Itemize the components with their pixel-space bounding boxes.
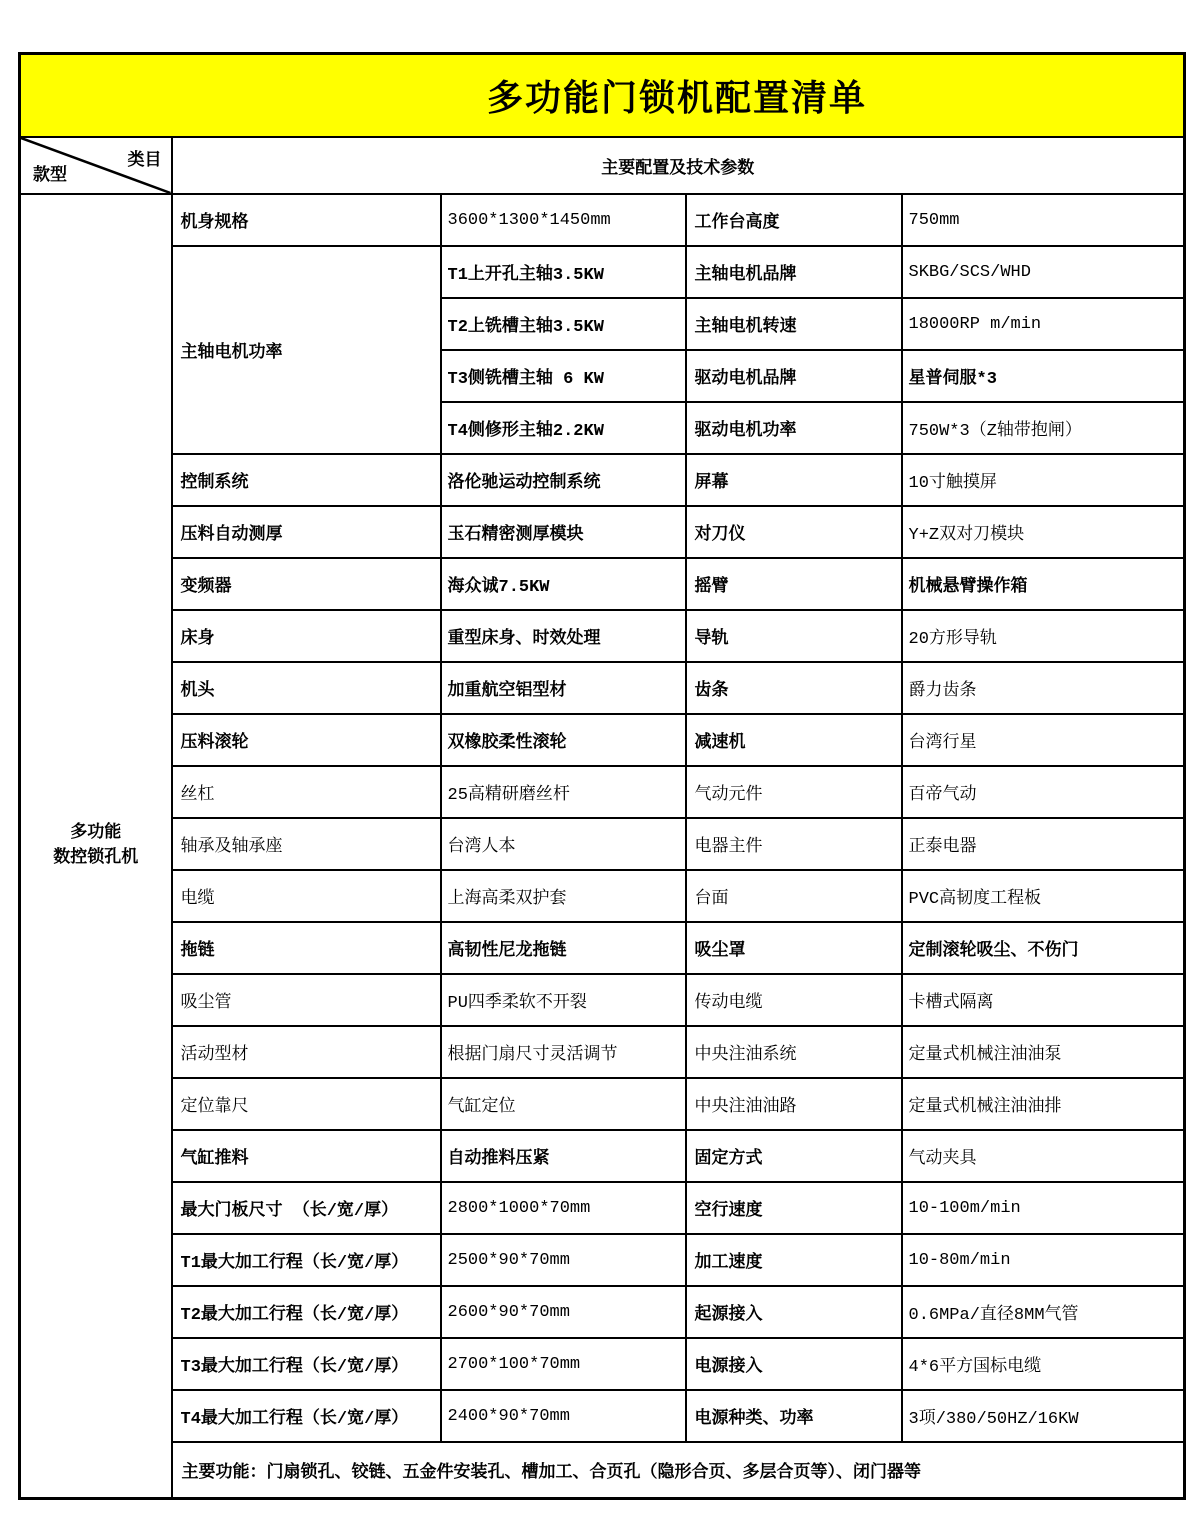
- spec-label-cell: 空行速度: [686, 1182, 902, 1234]
- banner-row: [20, 54, 1185, 138]
- spec-label-cell: 中央注油系统: [686, 1026, 902, 1078]
- machine-name-cell: 多功能 数控锁孔机: [20, 194, 172, 1499]
- spec-value-cell: 百帝气动: [902, 766, 1185, 818]
- spec-value-cell: 上海高柔双护套: [441, 870, 686, 922]
- spec-value-cell: 2800*1000*70mm: [441, 1182, 686, 1234]
- spec-label-cell: 轴承及轴承座: [172, 818, 441, 870]
- table-row: [20, 662, 1185, 714]
- spec-value-cell: 3项/380/50HZ/16KW: [902, 1390, 1185, 1442]
- spec-value-cell: 玉石精密测厚模块: [441, 506, 686, 558]
- spec-value-cell: 0.6MPa/直径8MM气管: [902, 1286, 1185, 1338]
- table-row: [20, 1390, 1185, 1442]
- spec-label-cell: 固定方式: [686, 1130, 902, 1182]
- table-row: [20, 558, 1185, 610]
- spec-value-cell: 高韧性尼龙拖链: [441, 922, 686, 974]
- spec-value-cell: PVC高韧度工程板: [902, 870, 1185, 922]
- spec-value-cell: 10-100m/min: [902, 1182, 1185, 1234]
- spec-value-cell: 750W*3（Z轴带抱闸）: [902, 402, 1185, 454]
- spec-label-cell: 齿条: [686, 662, 902, 714]
- spec-label-cell: 台面: [686, 870, 902, 922]
- corner-header-cell: [20, 137, 172, 194]
- spec-label-cell: 变频器: [172, 558, 441, 610]
- spec-label-cell: 机头: [172, 662, 441, 714]
- table-row: [20, 1234, 1185, 1286]
- spec-label-cell: T2最大加工行程（长/宽/厚）: [172, 1286, 441, 1338]
- spec-value-cell: 洛伦驰运动控制系统: [441, 454, 686, 506]
- spec-label-cell: 压料自动测厚: [172, 506, 441, 558]
- spec-label-cell: 活动型材: [172, 1026, 441, 1078]
- spec-value-cell: 3600*1300*1450mm: [441, 194, 686, 246]
- spec-value-cell: PU四季柔软不开裂: [441, 974, 686, 1026]
- table-row: [20, 1078, 1185, 1130]
- table-row: [20, 610, 1185, 662]
- spec-value-cell: 25高精研磨丝杆: [441, 766, 686, 818]
- spec-value-cell: 加重航空铝型材: [441, 662, 686, 714]
- spec-value-cell: 2400*90*70mm: [441, 1390, 686, 1442]
- spec-value-cell: 自动推料压紧: [441, 1130, 686, 1182]
- spec-value-cell: 重型床身、时效处理: [441, 610, 686, 662]
- spec-value-cell: 18000RP m/min: [902, 298, 1185, 350]
- spec-value-cell: 双橡胶柔性滚轮: [441, 714, 686, 766]
- spec-label-cell: 屏幕: [686, 454, 902, 506]
- spec-label-cell: 中央注油油路: [686, 1078, 902, 1130]
- table-row: [20, 506, 1185, 558]
- spec-value-cell: T1上开孔主轴3.5KW: [441, 246, 686, 298]
- spec-value-cell: 气动夹具: [902, 1130, 1185, 1182]
- spec-table-body: [20, 194, 1185, 1499]
- spec-label-cell: 驱动电机品牌: [686, 350, 902, 402]
- spec-label-cell: 吸尘管: [172, 974, 441, 1026]
- spec-label-cell: 机身规格: [172, 194, 441, 246]
- spec-value-cell: 星普伺服*3: [902, 350, 1185, 402]
- corner-label-category: 类目: [127, 152, 162, 171]
- table-row: [20, 194, 1185, 246]
- spec-label-cell: 气缸推料: [172, 1130, 441, 1182]
- spec-value-cell: 气缸定位: [441, 1078, 686, 1130]
- table-row: [20, 870, 1185, 922]
- spec-value-cell: 定量式机械注油油排: [902, 1078, 1185, 1130]
- spec-value-cell: 爵力齿条: [902, 662, 1185, 714]
- spec-label-cell: 电源接入: [686, 1338, 902, 1390]
- spec-value-cell: 定制滚轮吸尘、不伤门: [902, 922, 1185, 974]
- table-row: [20, 1130, 1185, 1182]
- spec-label-cell: 摇臂: [686, 558, 902, 610]
- spec-value-cell: 根据门扇尺寸灵活调节: [441, 1026, 686, 1078]
- table-row: [20, 974, 1185, 1026]
- table-row: [20, 454, 1185, 506]
- spec-value-cell: 正泰电器: [902, 818, 1185, 870]
- corner-label-model: 款型: [33, 167, 67, 186]
- footer-row: [20, 1442, 1185, 1499]
- table-row: [20, 766, 1185, 818]
- spec-value-cell: SKBG/SCS/WHD: [902, 246, 1185, 298]
- spec-value-cell: T4侧修形主轴2.2KW: [441, 402, 686, 454]
- spec-value-cell: 10寸触摸屏: [902, 454, 1185, 506]
- spec-value-cell: 750mm: [902, 194, 1185, 246]
- spec-label-cell: 主轴电机品牌: [686, 246, 902, 298]
- spec-label-cell: 电缆: [172, 870, 441, 922]
- spec-label-cell: 主轴电机转速: [686, 298, 902, 350]
- spec-sheet: [18, 52, 1186, 1500]
- spec-label-cell: T4最大加工行程（长/宽/厚）: [172, 1390, 441, 1442]
- spec-label-cell: 床身: [172, 610, 441, 662]
- table-row: [20, 246, 1185, 298]
- title-banner: [20, 54, 1185, 138]
- spec-label-cell: 减速机: [686, 714, 902, 766]
- spec-value-cell: 海众诚7.5KW: [441, 558, 686, 610]
- spec-label-cell: 对刀仪: [686, 506, 902, 558]
- spec-group-cell: 主轴电机功率: [172, 246, 441, 454]
- spec-value-cell: 2700*100*70mm: [441, 1338, 686, 1390]
- spec-label-cell: T3最大加工行程（长/宽/厚）: [172, 1338, 441, 1390]
- header-row: [20, 137, 1185, 194]
- table-row: [20, 922, 1185, 974]
- table-row: [20, 1182, 1185, 1234]
- spec-label-cell: 吸尘罩: [686, 922, 902, 974]
- spec-label-cell: 起源接入: [686, 1286, 902, 1338]
- spec-label-cell: 导轨: [686, 610, 902, 662]
- spec-value-cell: 20方形导轨: [902, 610, 1185, 662]
- spec-label-cell: 工作台高度: [686, 194, 902, 246]
- spec-value-cell: 2500*90*70mm: [441, 1234, 686, 1286]
- spec-label-cell: 电源种类、功率: [686, 1390, 902, 1442]
- table-row: [20, 818, 1185, 870]
- table-row: [20, 1026, 1185, 1078]
- spec-label-cell: 气动元件: [686, 766, 902, 818]
- spec-label-cell: 最大门板尺寸 （长/宽/厚）: [172, 1182, 441, 1234]
- spec-value-cell: 卡槽式隔离: [902, 974, 1185, 1026]
- spec-value-cell: 台湾行星: [902, 714, 1185, 766]
- main-functions-cell: 主要功能：门扇锁孔、铰链、五金件安装孔、槽加工、合页孔（隐形合页、多层合页等）、闭门器等: [172, 1442, 1185, 1499]
- spec-value-cell: 2600*90*70mm: [441, 1286, 686, 1338]
- table-row: [20, 1338, 1185, 1390]
- table-row: [20, 1286, 1185, 1338]
- spec-value-cell: 10-80m/min: [902, 1234, 1185, 1286]
- spec-value-cell: T2上铣槽主轴3.5KW: [441, 298, 686, 350]
- table-row: [20, 714, 1185, 766]
- spec-table: [18, 52, 1186, 1500]
- spec-label-cell: 控制系统: [172, 454, 441, 506]
- spec-value-cell: 定量式机械注油油泵: [902, 1026, 1185, 1078]
- spec-label-cell: 定位靠尺: [172, 1078, 441, 1130]
- spec-label-cell: 压料滚轮: [172, 714, 441, 766]
- spec-label-cell: 丝杠: [172, 766, 441, 818]
- spec-value-cell: 机械悬臂操作箱: [902, 558, 1185, 610]
- spec-value-cell: Y+Z双对刀模块: [902, 506, 1185, 558]
- main-header: 主要配置及技术参数: [172, 137, 1185, 194]
- page-title: 多功能门锁机配置清单: [487, 77, 868, 118]
- spec-label-cell: 传动电缆: [686, 974, 902, 1026]
- spec-label-cell: 驱动电机功率: [686, 402, 902, 454]
- spec-value-cell: 台湾人本: [441, 818, 686, 870]
- spec-value-cell: 4*6平方国标电缆: [902, 1338, 1185, 1390]
- spec-label-cell: T1最大加工行程（长/宽/厚）: [172, 1234, 441, 1286]
- spec-label-cell: 加工速度: [686, 1234, 902, 1286]
- spec-label-cell: 拖链: [172, 922, 441, 974]
- spec-label-cell: 电器主件: [686, 818, 902, 870]
- spec-value-cell: T3侧铣槽主轴 6 KW: [441, 350, 686, 402]
